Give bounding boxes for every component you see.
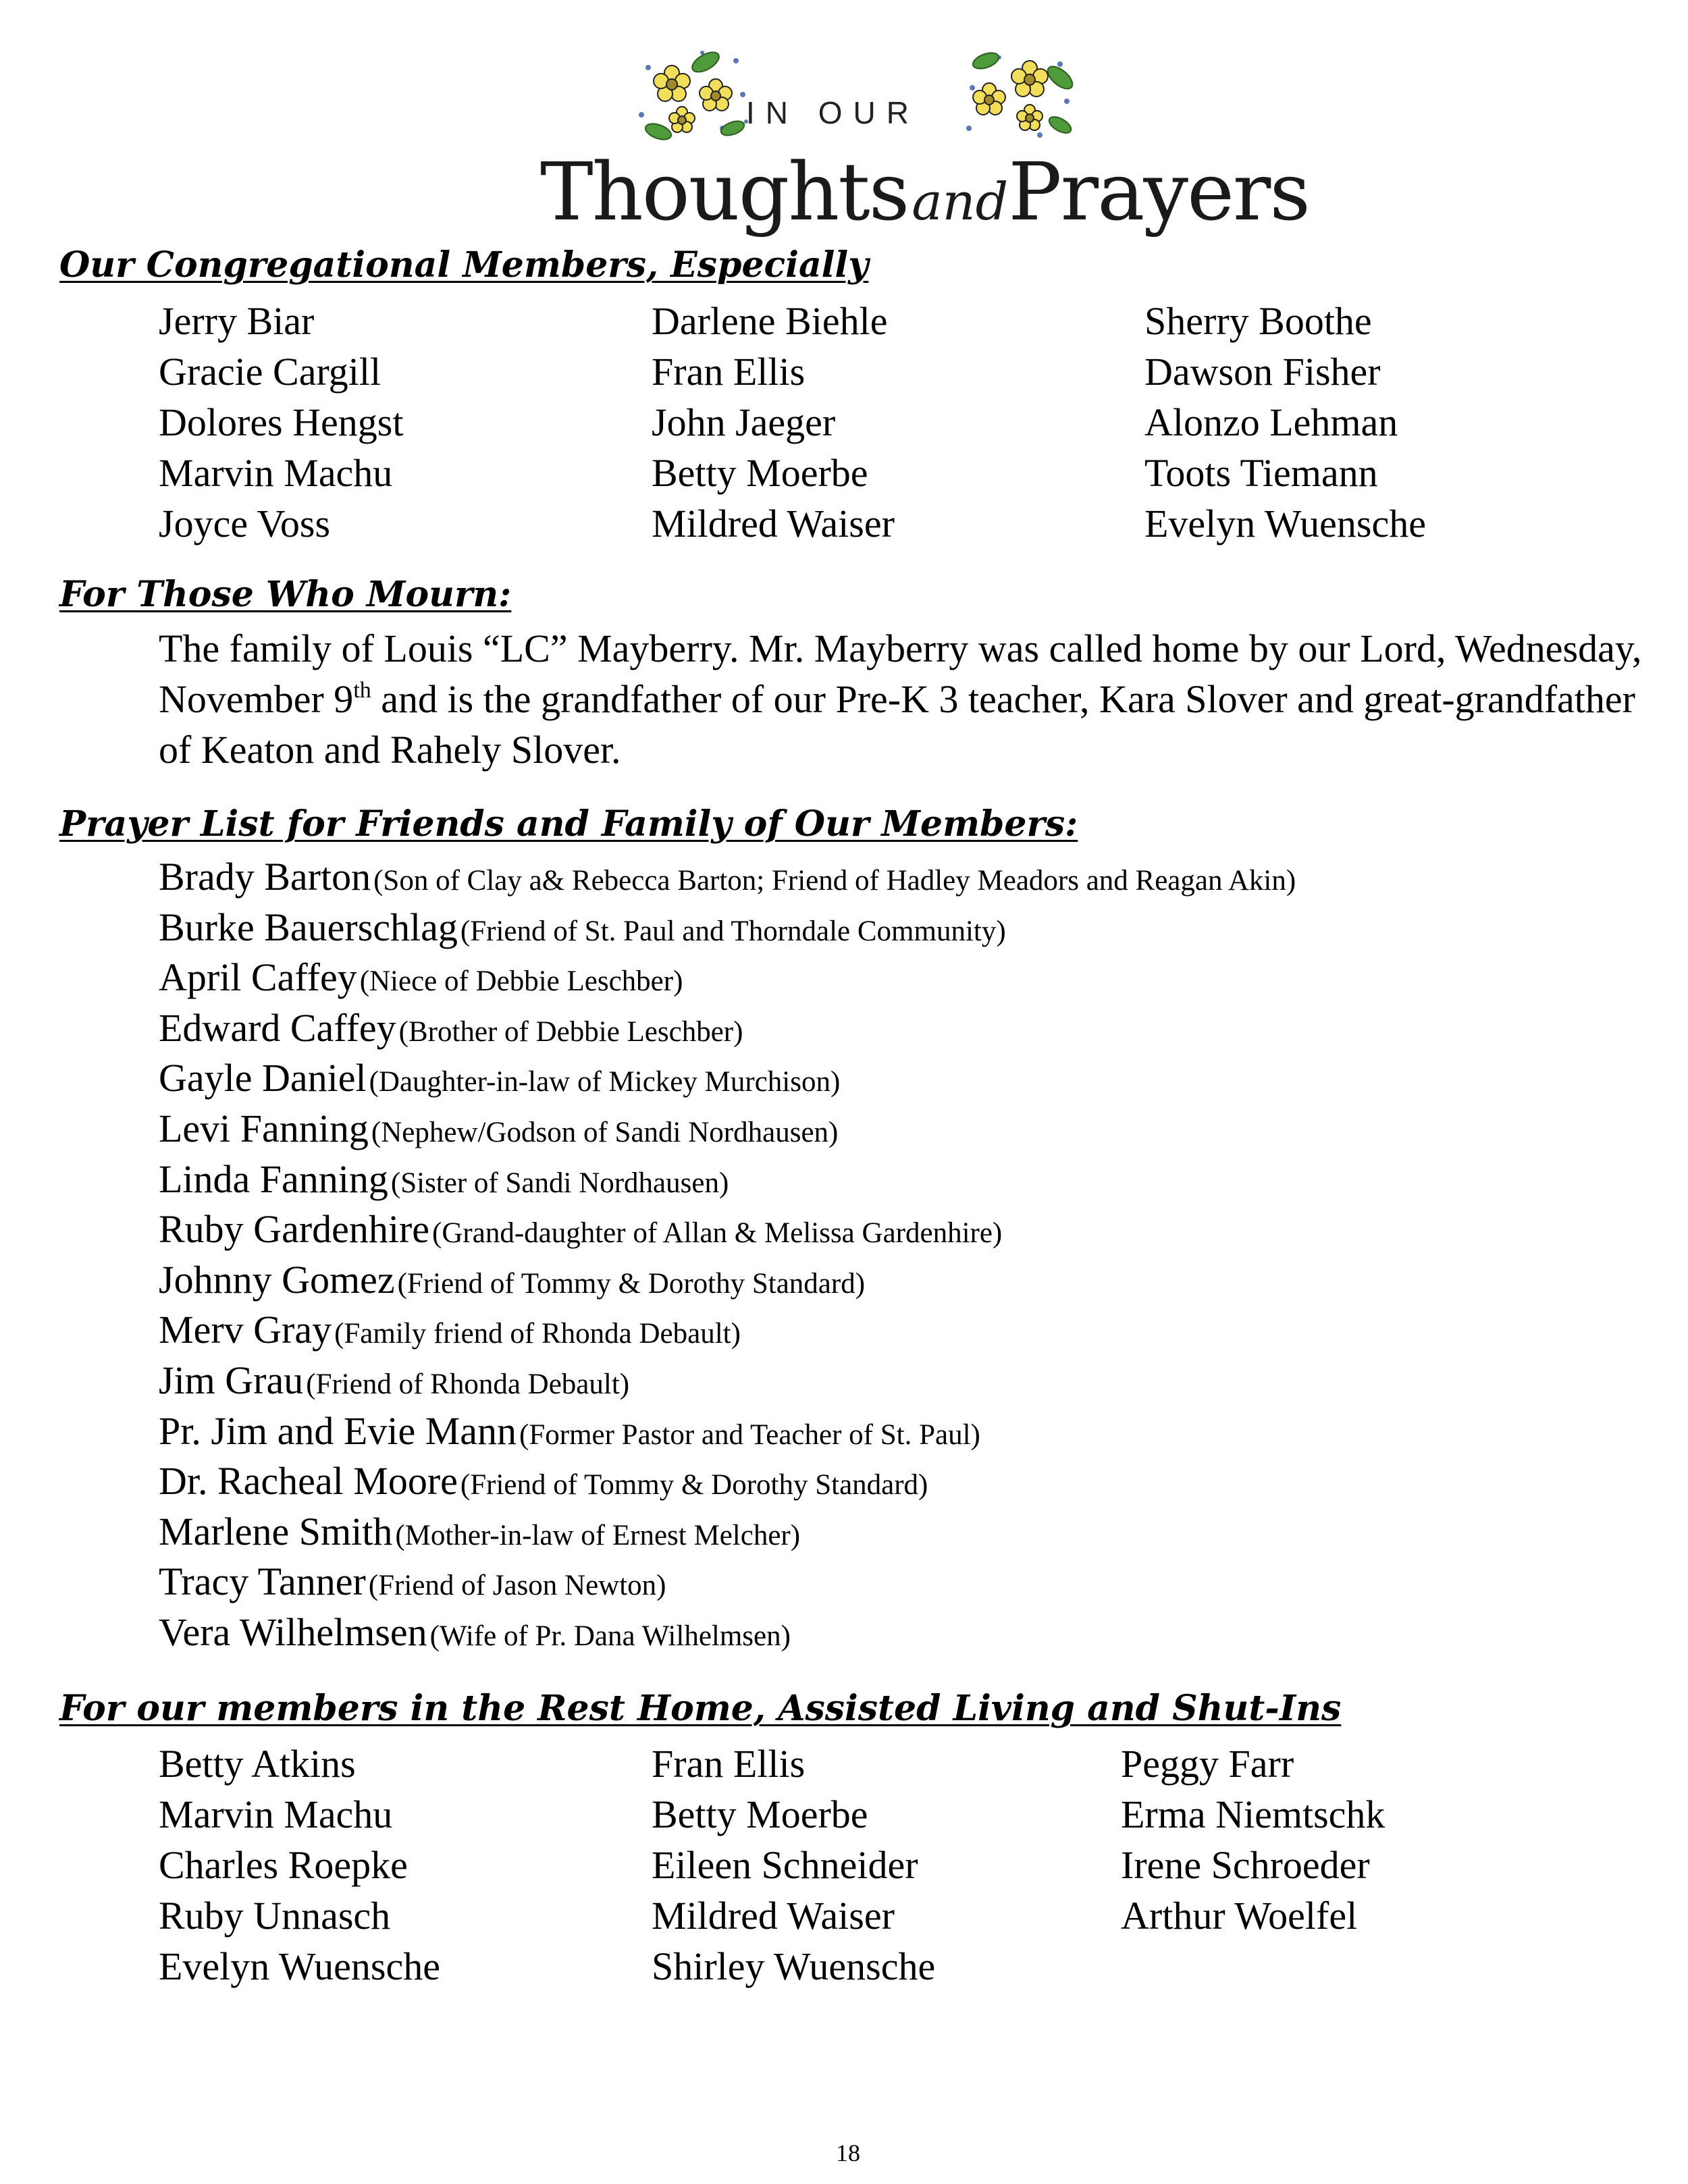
prayer-note: (Brother of Debbie Leschber) bbox=[398, 1015, 743, 1048]
prayer-note: (Friend of Rhonda Debault) bbox=[306, 1368, 630, 1400]
prayer-note: (Grand-daughter of Allan & Melissa Gardenhire) bbox=[432, 1217, 1003, 1250]
prayer-note: (Friend of Jason Newton) bbox=[368, 1570, 666, 1602]
prayer-note: (Wife of Pr. Dana Wilhelmsen) bbox=[429, 1620, 791, 1652]
title-prayers: Prayers bbox=[1008, 145, 1309, 238]
list-item: Betty Moerbe bbox=[652, 451, 868, 495]
prayer-name: Tracy Tanner bbox=[159, 1560, 366, 1604]
prayer-name: Levi Fanning bbox=[159, 1106, 369, 1150]
list-item: Arthur Woelfel bbox=[1121, 1894, 1358, 1938]
list-item: Betty Atkins bbox=[159, 1742, 356, 1786]
flower-cluster-right-icon bbox=[959, 47, 1074, 142]
prayer-name: Burke Bauerschlag bbox=[159, 905, 458, 949]
list-item: John Jaeger bbox=[652, 400, 836, 444]
header-top-text: IN OUR bbox=[746, 95, 920, 130]
rest-home-names bbox=[159, 1738, 1458, 1992]
list-item: Marvin Machu bbox=[159, 1792, 393, 1836]
prayer-note: (Sister of Sandi Nordhausen) bbox=[390, 1167, 729, 1199]
list-item bbox=[159, 1206, 1296, 1257]
prayer-note: (Family friend of Rhonda Debault) bbox=[334, 1318, 741, 1350]
list-item bbox=[159, 1156, 1296, 1207]
mourn-text-1: The family of Louis “LC” Mayberry. Mr. Mayberry was called home by our Lord, Wednesday, November 9 bbox=[159, 627, 1642, 721]
prayer-name: Vera Wilhelmsen bbox=[159, 1609, 427, 1654]
list-item bbox=[159, 1458, 1296, 1509]
mourn-text-2: and is the grandfather of our Pre-K 3 teacher, Kara Slover and great-grandfather of Keaton and Rahely Slover. bbox=[159, 677, 1635, 772]
list-item bbox=[159, 1055, 1296, 1106]
list-item: Marvin Machu bbox=[159, 451, 393, 495]
list-item bbox=[159, 1307, 1296, 1358]
mourn-paragraph bbox=[159, 623, 1664, 775]
prayer-name: Jim Grau bbox=[159, 1358, 304, 1402]
prayer-name: Linda Fanning bbox=[159, 1156, 388, 1201]
list-item: Alonzo Lehman bbox=[1144, 400, 1398, 444]
prayer-note: (Niece of Debbie Leschber) bbox=[359, 965, 683, 998]
congregational-heading: Our Congregational Members, Especially bbox=[59, 244, 869, 286]
list-item bbox=[159, 1106, 1296, 1156]
prayer-name: Pr. Jim and Evie Mann bbox=[159, 1408, 517, 1453]
page-title bbox=[540, 145, 1309, 238]
mourn-heading: For Those Who Mourn: bbox=[59, 574, 512, 615]
prayer-name: Marlene Smith bbox=[159, 1509, 393, 1553]
prayer-name: April Caffey bbox=[159, 955, 357, 1000]
prayer-name: Ruby Gardenhire bbox=[159, 1207, 430, 1252]
list-item: Irene Schroeder bbox=[1121, 1843, 1370, 1887]
prayer-note: (Friend of Tommy & Dorothy Standard) bbox=[460, 1469, 928, 1501]
list-item: Betty Moerbe bbox=[652, 1792, 868, 1836]
list-item: Charles Roepke bbox=[159, 1843, 408, 1887]
list-item bbox=[159, 1358, 1296, 1408]
flower-cluster-left-icon bbox=[635, 47, 749, 142]
list-item: Darlene Biehle bbox=[652, 299, 888, 343]
page-number: 18 bbox=[836, 2139, 860, 2166]
header bbox=[540, 47, 1309, 250]
prayer-name: Edward Caffey bbox=[159, 1005, 396, 1050]
list-item: Peggy Farr bbox=[1121, 1742, 1294, 1786]
list-item: Joyce Voss bbox=[159, 502, 331, 545]
list-item bbox=[159, 1005, 1296, 1056]
prayer-note: (Former Pastor and Teacher of St. Paul) bbox=[519, 1418, 980, 1451]
mourn-superscript: th bbox=[353, 678, 371, 703]
list-item: Jerry Biar bbox=[159, 299, 315, 343]
prayer-note: (Friend of Tommy & Dorothy Standard) bbox=[397, 1267, 866, 1300]
prayer-list-heading: Prayer List for Friends and Family of Our Members: bbox=[59, 803, 1078, 845]
prayer-note: (Mother-in-law of Ernest Melcher) bbox=[395, 1519, 801, 1551]
list-item: Toots Tiemann bbox=[1144, 451, 1378, 495]
list-item: Erma Niemtschk bbox=[1121, 1792, 1386, 1836]
list-item: Evelyn Wuensche bbox=[159, 1944, 440, 1988]
list-item: Dolores Hengst bbox=[159, 400, 404, 444]
title-and: and bbox=[912, 171, 1009, 232]
list-item bbox=[159, 955, 1296, 1005]
congregational-names bbox=[159, 296, 1482, 549]
prayer-name: Dr. Racheal Moore bbox=[159, 1459, 458, 1503]
list-item bbox=[159, 854, 1296, 905]
prayer-note: (Friend of St. Paul and Thorndale Community) bbox=[460, 915, 1006, 947]
prayer-name: Johnny Gomez bbox=[159, 1257, 395, 1302]
list-item bbox=[1121, 1941, 1458, 1992]
title-thoughts: Thoughts bbox=[540, 145, 909, 238]
prayer-note: (Nephew/Godson of Sandi Nordhausen) bbox=[371, 1116, 839, 1148]
prayer-list bbox=[159, 854, 1296, 1660]
list-item: Mildred Waiser bbox=[652, 502, 895, 545]
list-item: Mildred Waiser bbox=[652, 1894, 895, 1938]
prayer-name: Gayle Daniel bbox=[159, 1056, 367, 1100]
list-item bbox=[159, 1559, 1296, 1609]
list-item: Fran Ellis bbox=[652, 350, 806, 394]
list-item: Fran Ellis bbox=[652, 1742, 806, 1786]
list-item: Dawson Fisher bbox=[1144, 350, 1381, 394]
list-item: Eileen Schneider bbox=[652, 1843, 918, 1887]
list-item bbox=[159, 905, 1296, 955]
prayer-note: (Son of Clay a& Rebecca Barton; Friend of Hadley Meadors and Reagan Akin) bbox=[373, 865, 1296, 897]
list-item bbox=[159, 1509, 1296, 1560]
list-item bbox=[159, 1257, 1296, 1308]
prayer-note: (Daughter-in-law of Mickey Murchison) bbox=[369, 1066, 841, 1098]
prayer-name: Merv Gray bbox=[159, 1308, 332, 1352]
list-item: Shirley Wuensche bbox=[652, 1944, 936, 1988]
rest-home-heading: For our members in the Rest Home, Assisted Living and Shut-Ins bbox=[59, 1688, 1342, 1729]
list-item: Ruby Unnasch bbox=[159, 1894, 391, 1938]
list-item: Gracie Cargill bbox=[159, 350, 381, 394]
list-item: Evelyn Wuensche bbox=[1144, 502, 1426, 545]
list-item bbox=[159, 1609, 1296, 1660]
prayer-name: Brady Barton bbox=[159, 855, 371, 899]
list-item bbox=[159, 1408, 1296, 1459]
list-item: Sherry Boothe bbox=[1144, 299, 1372, 343]
